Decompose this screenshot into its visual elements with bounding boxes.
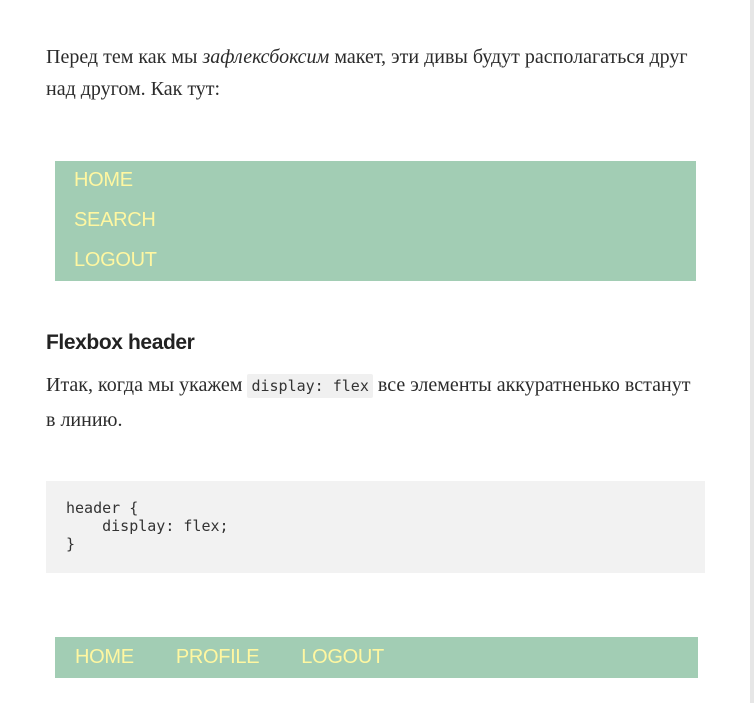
flex-text-before: Итак, когда мы укажем (46, 374, 248, 396)
flex-paragraph (46, 368, 696, 437)
inline-code: display: flex (247, 374, 372, 398)
demo-header-flex (55, 637, 698, 678)
demo-nav-link-search[interactable]: SEARCH (74, 209, 156, 231)
demo-header-stacked (55, 161, 696, 281)
code-snippet: header { display: flex; } (66, 499, 229, 553)
flex-nav-link-logout[interactable]: LOGOUT (301, 646, 384, 668)
demo-nav-link-home[interactable]: HOME (74, 169, 133, 191)
intro-text-before: Перед тем как мы (46, 46, 203, 68)
flex-nav-link-profile[interactable]: PROFILE (175, 646, 260, 668)
demo-nav-link-logout[interactable]: LOGOUT (74, 249, 157, 271)
intro-emphasis: зафлексбоксим (202, 46, 330, 68)
section-heading: Flexbox header (46, 331, 195, 354)
flex-text-after: все элементы аккуратненько встанут в линию. (46, 374, 691, 431)
flex-nav-link-home[interactable]: HOME (75, 646, 134, 668)
intro-paragraph (46, 41, 706, 105)
intro-text-after: макет, эти дивы будут располагаться друг над другом. Как тут: (46, 46, 688, 100)
code-block (46, 481, 705, 573)
scrollbar[interactable] (750, 0, 754, 703)
